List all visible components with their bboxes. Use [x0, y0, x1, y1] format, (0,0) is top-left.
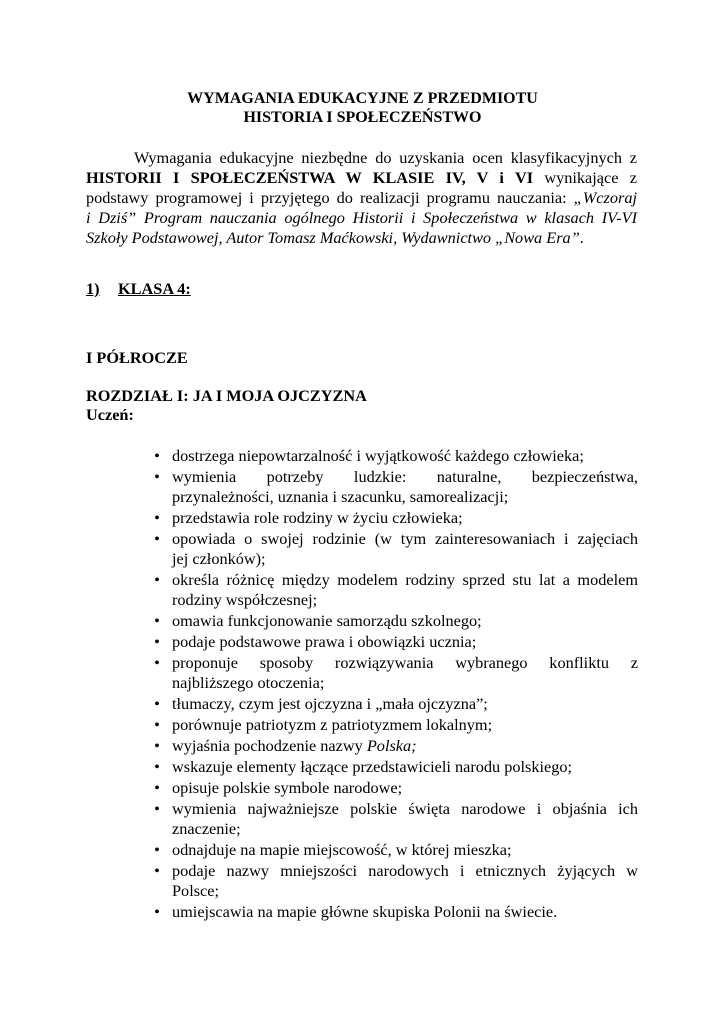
bullet-icon: •: [154, 757, 160, 776]
intro-line-3-plain: podstawy programowej i przyjętego do realizacji programu nauczania:: [86, 188, 574, 207]
bullet-icon: •: [154, 508, 160, 527]
list-item: • wymienia najważniejsze polskie święta narodowe i objaśnia ich znaczenie;: [172, 799, 638, 839]
list-item: • wskazuje elementy łączące przedstawicieli narodu polskiego;: [172, 757, 638, 777]
intro-line-3: [86, 188, 637, 208]
section-heading-klasa-4: [86, 279, 191, 299]
list-item: • opowiada o swojej rodzinie (w tym zainteresowaniach i zajęciach jej członków);: [172, 529, 638, 569]
list-item: • wymienia potrzeby ludzkie: naturalne, bezpieczeństwa, przynależności, uznania i szacunku, samorealizacji;: [172, 467, 638, 507]
section-number: 1): [86, 279, 100, 298]
list-item: • przedstawia role rodziny w życiu człowieka;: [172, 508, 638, 528]
bullet-icon: •: [154, 653, 160, 672]
bullet-icon: •: [154, 840, 160, 859]
intro-line-2: [86, 168, 637, 188]
bullet-icon: •: [154, 861, 160, 880]
intro-line-5-end: .: [579, 228, 584, 247]
intro-line-5: [86, 228, 637, 248]
list-item: • opisuje polskie symbole narodowe;: [172, 778, 638, 798]
bullet-icon: •: [154, 611, 160, 630]
requirements-list: [0, 446, 725, 923]
bullet-icon: •: [154, 736, 160, 755]
bullet-icon: •: [154, 446, 160, 465]
list-item: • dostrzega niepowtarzalność i wyjątkowość każdego człowieka;: [172, 446, 638, 466]
intro-paragraph: [86, 148, 637, 248]
intro-line-4: [86, 208, 637, 228]
list-item: • wyjaśnia pochodzenie nazwy Polska;: [172, 736, 638, 756]
bullet-icon: •: [154, 902, 160, 921]
list-item: • proponuje sposoby rozwiązywania wybranego konfliktu z najbliższego otoczenia;: [172, 653, 638, 693]
bullet-icon: •: [154, 715, 160, 734]
bullet-icon: •: [154, 694, 160, 713]
intro-line-4-italic: i Dziś” Program nauczania ogólnego Historii i Społeczeństwa w klasach IV-VI: [86, 208, 637, 227]
list-item: • podaje nazwy mniejszości narodowych i etnicznych żyjących w Polsce;: [172, 861, 638, 901]
bullet-icon: •: [154, 632, 160, 651]
intro-subject-bold: HISTORII I SPOŁECZEŃSTWA W KLASIE IV, V i VI: [86, 168, 534, 187]
bullet-icon: •: [154, 467, 160, 486]
document-title-line-1: WYMAGANIA EDUKACYJNE Z PRZEDMIOTU: [187, 90, 538, 107]
list-item: • odnajduje na mapie miejscowość, w której mieszka;: [172, 840, 638, 860]
intro-line-1: Wymagania edukacyjne niezbędne do uzyskania ocen klasyfikacyjnych z: [134, 148, 637, 167]
list-item: • omawia funkcjonowanie samorządu szkolnego;: [172, 611, 638, 631]
italic-word-polska: Polska;: [366, 736, 417, 755]
list-item: • tłumaczy, czym jest ojczyzna i „mała ojczyzna”;: [172, 694, 638, 714]
bullet-icon: •: [154, 570, 160, 589]
chapter-heading: ROZDZIAŁ I: JA I MOJA OJCZYZNA: [86, 386, 367, 405]
list-item: • określa różnicę między modelem rodziny sprzed stu lat a modelem rodziny współczesnej;: [172, 570, 638, 610]
intro-line-5-italic: Szkoły Podstawowej, Autor Tomasz Maćkowski, Wydawnictwo „Nowa Era”: [86, 228, 580, 247]
list-item: • podaje podstawowe prawa i obowiązki ucznia;: [172, 632, 638, 652]
list-item: • umiejscawia na mapie główne skupiska Polonii na świecie.: [172, 902, 638, 922]
section-label: KLASA 4:: [118, 279, 191, 298]
list-item: • porównuje patriotyzm z patriotyzmem lokalnym;: [172, 715, 638, 735]
intro-line-2-rest: wynikające z: [533, 168, 638, 187]
document-title-line-2: HISTORIA I SPOŁECZEŃSTWO: [243, 109, 482, 126]
student-label: Uczeń:: [86, 405, 134, 424]
semester-heading: I PÓŁROCZE: [86, 348, 188, 367]
bullet-icon: •: [154, 778, 160, 797]
intro-line-3-italic: „Wczoraj: [573, 188, 637, 207]
bullet-icon: •: [154, 529, 160, 548]
bullet-icon: •: [154, 799, 160, 818]
